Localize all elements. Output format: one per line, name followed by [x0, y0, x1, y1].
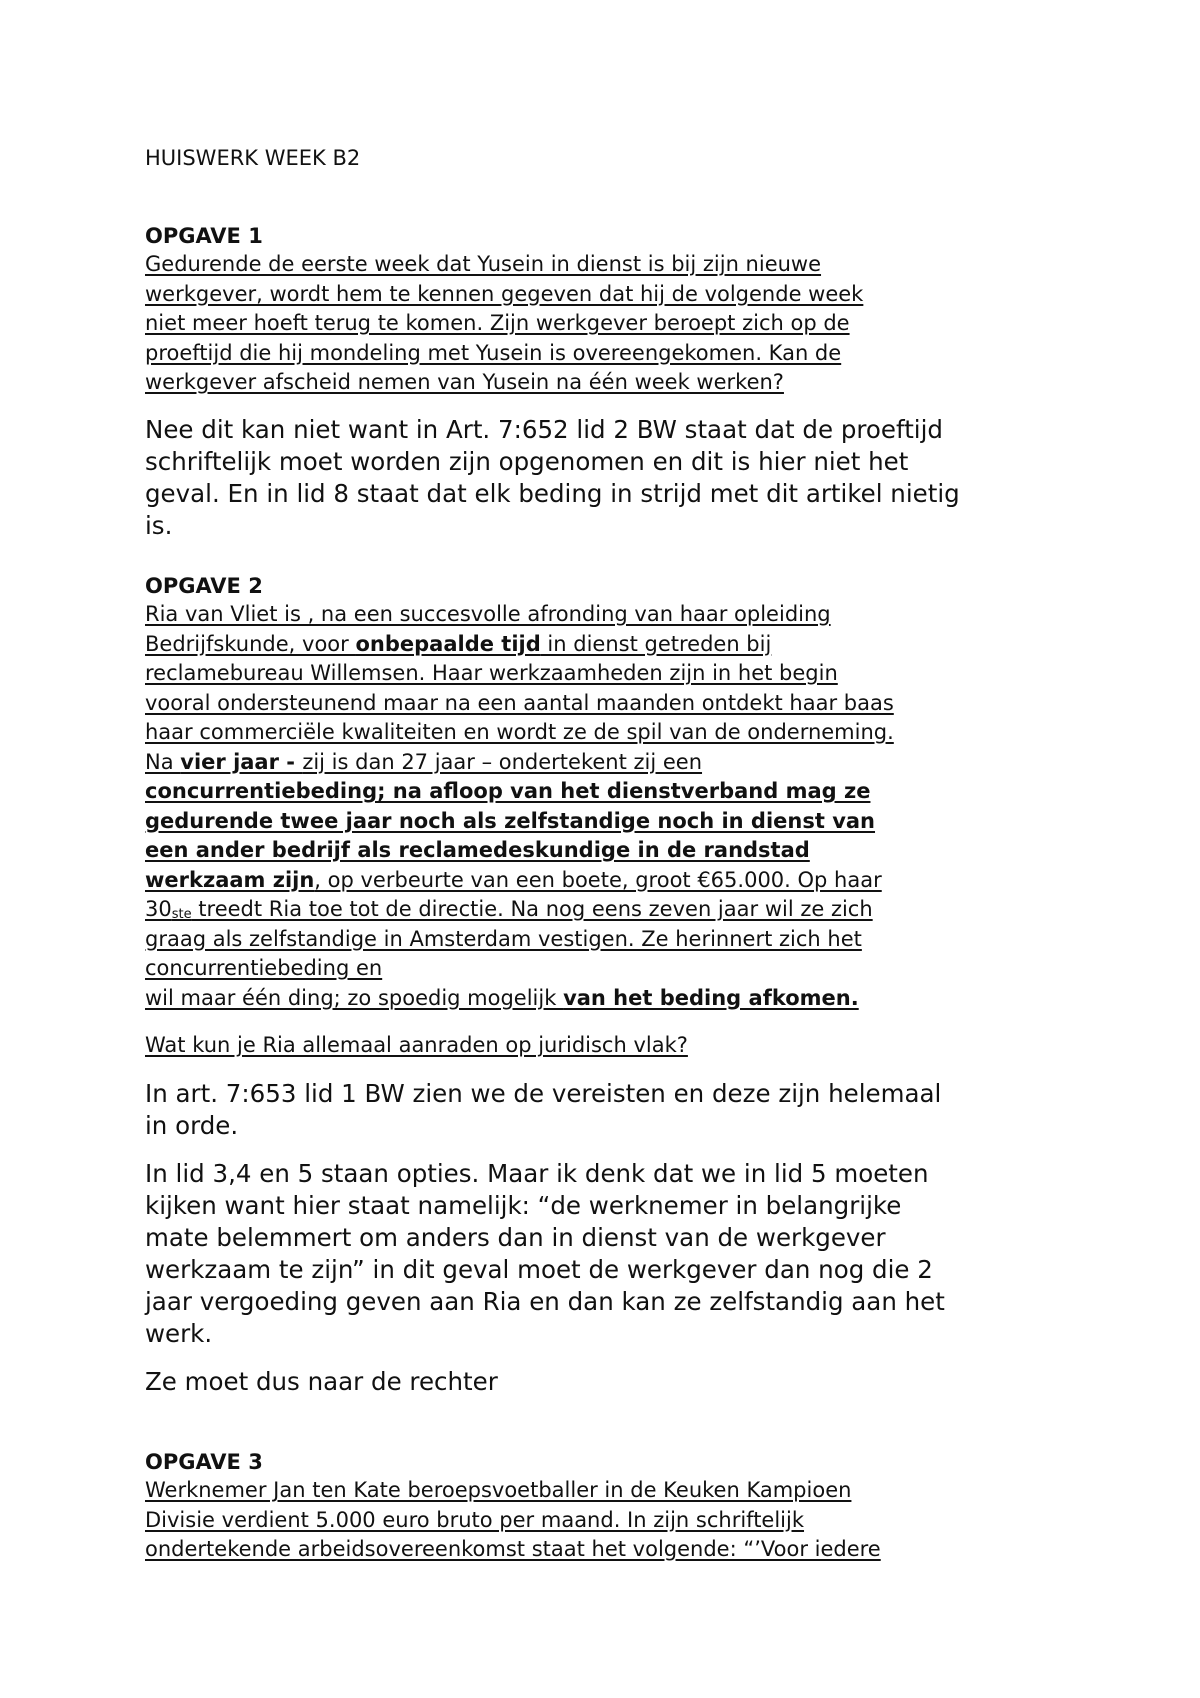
question-line: concurrentiebeding; na afloop van het dienstverband mag ze	[145, 779, 871, 803]
answer-line: schriftelijk moet worden zijn opgenomen en dit is hier niet het	[145, 447, 909, 476]
question-line: niet meer hoeft terug te komen. Zijn werkgever beroept zich op de	[145, 311, 850, 335]
document-title: HUISWERK WEEK B2	[145, 146, 361, 170]
question-line: graag als zelfstandige in Amsterdam vestigen. Ze herinnert zich het	[145, 926, 862, 951]
answer-line: kijken want hier staat namelijk: “de werknemer in belangrijke	[145, 1191, 902, 1220]
question-line: werkgever, wordt hem te kennen gegeven dat hij de volgende week	[145, 281, 864, 306]
question-line: wil maar één ding; zo spoedig mogelijk van het beding afkomen.	[145, 985, 859, 1010]
opgave-2-answer-p2	[145, 1158, 945, 1350]
answer-line: werkzaam te zijn” in dit geval moet de werkgever dan nog die 2	[145, 1255, 933, 1284]
question-line: Ria van Vliet is , na een succesvolle afronding van haar opleiding	[145, 602, 831, 626]
question-line: concurrentiebeding en	[145, 956, 383, 980]
question-line: Gedurende de eerste week dat Yusein in dienst is bij zijn nieuwe	[145, 252, 822, 276]
question-line: $30_{ste}$ treedt Ria toe tot de directie. Na nog eens zeven jaar wil ze zich	[145, 897, 873, 922]
emphasis-onbepaalde-tijd: onbepaalde tijd	[355, 631, 541, 656]
answer-line: in orde.	[145, 1111, 239, 1140]
answer-line: Ze moet dus naar de rechter	[145, 1367, 498, 1396]
opgave-2-heading: OPGAVE 2	[145, 574, 263, 598]
answer-line: geval. En in lid 8 staat dat elk beding in strijd met dit artikel nietig	[145, 479, 960, 508]
answer-line: In lid 3,4 en 5 staan opties. Maar ik denk dat we in lid 5 moeten	[145, 1159, 929, 1188]
emphasis-vier-jaar: vier jaar -	[180, 749, 303, 774]
question-line: werkgever afscheid nemen van Yusein na één week werken?	[145, 370, 784, 394]
question-line: haar commerciële kwaliteiten en wordt ze de spil van de onderneming.	[145, 720, 894, 744]
opgave-1-answer	[145, 414, 960, 542]
question-line: gedurende twee jaar noch als zelfstandige noch in dienst van	[145, 808, 876, 833]
question-line: ondertekende arbeidsovereenkomst staat het volgende: “’Voor iedere	[145, 1537, 881, 1561]
question-line: proeftijd die hij mondeling met Yusein is overeengekomen. Kan de	[145, 340, 842, 365]
answer-line: werk.	[145, 1319, 213, 1348]
question-line: vooral ondersteunend maar na een aantal maanden ontdekt haar baas	[145, 690, 894, 715]
answer-line: is.	[145, 511, 173, 540]
question-line: een ander bedrijf als reclamedeskundige in de randstad	[145, 838, 810, 862]
opgave-2-question	[145, 600, 894, 1013]
opgave-2-subquestion	[145, 1031, 688, 1061]
opgave-1-heading: OPGAVE 1	[145, 224, 263, 248]
answer-line: mate belemmert om anders dan in dienst van de werkgever	[145, 1223, 886, 1252]
opgave-2-answer-p3	[145, 1366, 498, 1398]
question-line: Divisie verdient 5.000 euro bruto per maand. In zijn schriftelijk	[145, 1507, 805, 1532]
ordinal-suffix: ste	[171, 907, 192, 922]
opgave-1-question	[145, 250, 863, 398]
answer-line: Nee dit kan niet want in Art. 7:652 lid 2 BW staat dat de proeftijd	[145, 415, 943, 444]
question-line: werkzaam zijn, op verbeurte van een boete, groot €65.000. Op haar	[145, 867, 882, 892]
question-line: Werknemer Jan ten Kate beroepsvoetballer in de Keuken Kampioen	[145, 1478, 852, 1502]
answer-line: jaar vergoeding geven aan Ria en dan kan ze zelfstandig aan het	[145, 1287, 945, 1316]
answer-line: In art. 7:653 lid 1 BW zien we de vereisten en deze zijn helemaal	[145, 1079, 942, 1108]
question-line: Wat kun je Ria allemaal aanraden op juridisch vlak?	[145, 1033, 688, 1057]
question-line: Na vier jaar - zij is dan 27 jaar – ondertekent zij een	[145, 749, 703, 774]
question-line: Bedrijfskunde, voor onbepaalde tijd in dienst getreden bij	[145, 631, 772, 656]
opgave-3-heading: OPGAVE 3	[145, 1450, 263, 1474]
opgave-3-question	[145, 1476, 881, 1565]
question-line: reclamebureau Willemsen. Haar werkzaamheden zijn in het begin	[145, 661, 838, 685]
opgave-2-answer-p1	[145, 1078, 941, 1142]
